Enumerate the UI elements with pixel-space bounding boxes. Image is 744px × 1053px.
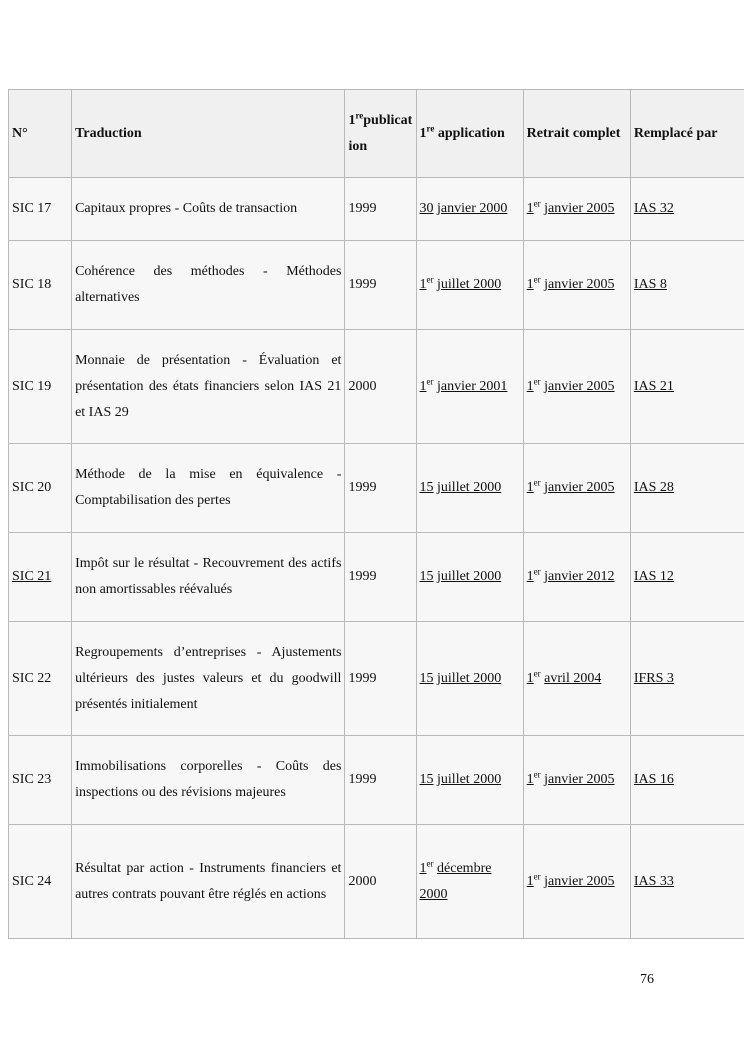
- retrait-cell[interactable]: [523, 444, 630, 533]
- ret-date[interactable]: janvier 2005: [544, 480, 615, 495]
- app-day[interactable]: 30: [419, 201, 434, 216]
- app-date[interactable]: juillet 2000: [437, 772, 502, 787]
- ret-sup: er: [533, 566, 541, 577]
- retrait-cell[interactable]: [523, 825, 630, 939]
- table-row: [9, 736, 744, 825]
- header-application: 1re application: [416, 90, 523, 178]
- publication-cell: 1999: [345, 736, 416, 825]
- publication-cell: 1999: [345, 178, 416, 241]
- table-row: [9, 178, 744, 241]
- sic-id: [9, 444, 72, 533]
- ret-sup: er: [533, 769, 541, 780]
- table-row: [9, 444, 744, 533]
- ret-date[interactable]: janvier 2005: [544, 873, 615, 889]
- remplace-cell[interactable]: [630, 444, 744, 533]
- remplace-cell[interactable]: [630, 241, 744, 330]
- remplace-link[interactable]: IAS 8: [633, 277, 667, 292]
- sic-id-text: SIC 17: [12, 201, 52, 216]
- ret-date[interactable]: janvier 2005: [544, 378, 615, 394]
- app-sup: er: [426, 375, 434, 386]
- application-cell[interactable]: [416, 178, 523, 241]
- app-sup: er: [426, 857, 434, 868]
- ret-date[interactable]: janvier 2005: [544, 201, 615, 216]
- table-row: [9, 622, 744, 736]
- remplace-cell[interactable]: [630, 622, 744, 736]
- traduction-cell: Méthode de la mise en équivalence - Comptabilisation des pertes: [72, 444, 345, 533]
- sic-id-text: SIC 23: [12, 772, 52, 787]
- application-cell[interactable]: [416, 533, 523, 622]
- app-date[interactable]: janvier 2000: [437, 201, 508, 216]
- ret-date[interactable]: janvier 2005: [544, 772, 615, 787]
- publication-cell: 2000: [345, 825, 416, 939]
- sic-table: [8, 89, 744, 939]
- remplace-cell[interactable]: [630, 533, 744, 622]
- header-retrait: Retrait complet: [523, 90, 630, 178]
- remplace-cell[interactable]: [630, 825, 744, 939]
- header-remplace: Remplacé par: [630, 90, 744, 178]
- ret-sup: er: [533, 198, 541, 209]
- sic-id-text: SIC 18: [12, 277, 52, 292]
- app-date[interactable]: juillet 2000: [437, 670, 502, 686]
- traduction-cell: Cohérence des méthodes - Méthodes alternatives: [72, 241, 345, 330]
- retrait-cell[interactable]: [523, 533, 630, 622]
- remplace-link[interactable]: IFRS 3: [633, 670, 674, 686]
- sic-id: [9, 330, 72, 444]
- ret-day[interactable]: 1: [526, 480, 534, 495]
- app-sup: er: [426, 274, 434, 285]
- application-cell[interactable]: [416, 736, 523, 825]
- header-pub-main: publication: [348, 112, 413, 154]
- ret-sup: er: [533, 274, 541, 285]
- publication-cell: 1999: [345, 622, 416, 736]
- traduction-cell: Immobilisations corporelles - Coûts des inspections ou des révisions majeures: [72, 736, 345, 825]
- ret-day[interactable]: 1: [526, 873, 534, 889]
- ret-day[interactable]: 1: [526, 670, 534, 686]
- app-date[interactable]: juillet 2000: [437, 277, 502, 292]
- retrait-cell[interactable]: [523, 622, 630, 736]
- header-app-sup: re: [426, 122, 435, 133]
- application-cell[interactable]: [416, 444, 523, 533]
- sic-id-text: SIC 22: [12, 670, 52, 686]
- sic-id-text: SIC 20: [12, 480, 52, 495]
- retrait-cell[interactable]: [523, 178, 630, 241]
- ret-day[interactable]: 1: [526, 277, 534, 292]
- app-day[interactable]: 1: [419, 860, 427, 876]
- ret-sup: er: [533, 870, 541, 881]
- traduction-cell: Regroupements d’entreprises - Ajustements ultérieurs des justes valeurs et du goodwill présentés initialement: [72, 622, 345, 736]
- app-day[interactable]: 15: [419, 569, 434, 584]
- publication-cell: 1999: [345, 241, 416, 330]
- sic-id: [9, 178, 72, 241]
- traduction-cell: Résultat par action - Instruments financiers et autres contrats pouvant être réglés en actions: [72, 825, 345, 939]
- header-row: [9, 90, 744, 178]
- sic-id: [9, 825, 72, 939]
- app-day[interactable]: 1: [419, 277, 427, 292]
- ret-sup: er: [533, 667, 541, 678]
- application-cell[interactable]: [416, 622, 523, 736]
- ret-day[interactable]: 1: [526, 569, 534, 584]
- sic-id-text: SIC 19: [12, 378, 52, 394]
- app-date[interactable]: janvier 2001: [437, 378, 508, 394]
- traduction-cell: Monnaie de présentation - Évaluation et présentation des états financiers selon IAS 21 et IAS 29: [72, 330, 345, 444]
- table-row: [9, 241, 744, 330]
- retrait-cell[interactable]: [523, 241, 630, 330]
- app-day[interactable]: 15: [419, 772, 434, 787]
- retrait-cell[interactable]: [523, 736, 630, 825]
- sic-id[interactable]: [9, 533, 72, 622]
- ret-day[interactable]: 1: [526, 772, 534, 787]
- table-row: [9, 330, 744, 444]
- sic-id-text: SIC 24: [12, 873, 52, 889]
- ret-date[interactable]: avril 2004: [544, 670, 602, 686]
- app-day[interactable]: 1: [419, 378, 427, 394]
- sic-id: [9, 622, 72, 736]
- header-pub-sup: re: [355, 109, 364, 120]
- table-row: [9, 533, 744, 622]
- ret-day[interactable]: 1: [526, 201, 534, 216]
- remplace-cell[interactable]: [630, 736, 744, 825]
- ret-day[interactable]: 1: [526, 378, 534, 394]
- ret-sup: er: [533, 477, 541, 488]
- application-cell[interactable]: [416, 825, 523, 939]
- retrait-cell[interactable]: [523, 330, 630, 444]
- app-date[interactable]: décembre 2000: [419, 860, 492, 902]
- remplace-link[interactable]: IAS 28: [633, 480, 674, 495]
- remplace-link[interactable]: IAS 32: [633, 201, 674, 216]
- header-no: N°: [9, 90, 72, 178]
- remplace-link[interactable]: IAS 21: [633, 378, 674, 394]
- ret-date[interactable]: janvier 2005: [544, 277, 615, 292]
- traduction-cell: Impôt sur le résultat - Recouvrement des actifs non amortissables réévalués: [72, 533, 345, 622]
- publication-cell: 2000: [345, 330, 416, 444]
- remplace-cell[interactable]: [630, 330, 744, 444]
- publication-cell: 1999: [345, 533, 416, 622]
- sic-id: [9, 736, 72, 825]
- header-publication: 1republication: [345, 90, 416, 178]
- remplace-cell[interactable]: [630, 178, 744, 241]
- remplace-link[interactable]: IAS 12: [633, 569, 674, 584]
- table-row: [9, 825, 744, 939]
- ret-sup: er: [533, 375, 541, 386]
- app-date[interactable]: juillet 2000: [437, 569, 502, 584]
- publication-cell: 1999: [345, 444, 416, 533]
- app-day[interactable]: 15: [419, 480, 434, 495]
- header-traduction: Traduction: [72, 90, 345, 178]
- ret-date[interactable]: janvier 2012: [544, 569, 615, 584]
- application-cell[interactable]: [416, 330, 523, 444]
- header-app-main: application: [437, 125, 505, 141]
- remplace-link[interactable]: IAS 16: [633, 772, 674, 787]
- traduction-cell: Capitaux propres - Coûts de transaction: [72, 178, 345, 241]
- app-day[interactable]: 15: [419, 670, 434, 686]
- application-cell[interactable]: [416, 241, 523, 330]
- app-date[interactable]: juillet 2000: [437, 480, 502, 495]
- sic-id: [9, 241, 72, 330]
- remplace-link[interactable]: IAS 33: [633, 873, 674, 889]
- page-number: 76: [640, 972, 654, 987]
- sic-id-text[interactable]: SIC 21: [12, 569, 52, 584]
